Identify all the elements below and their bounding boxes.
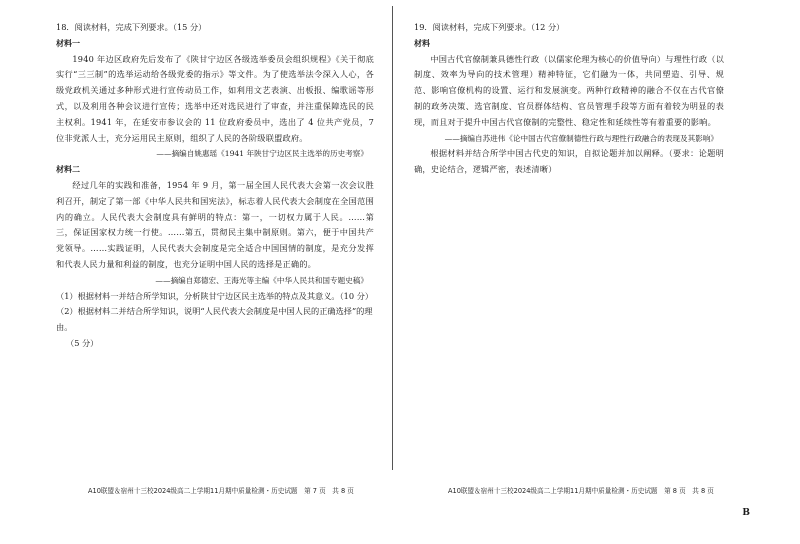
question-19-heading: 19．阅读材料，完成下列要求。（12 分） (414, 22, 565, 32)
sub-question-2: （2）根据材料二并结合所学知识，说明“人民代表大会制度是中国人民的正确选择”的理由。 (56, 306, 373, 333)
question-18-heading: 18．阅读材料，完成下列要求。（15 分） (56, 22, 207, 32)
sub-question-1: （1）根据材料一并结合所学知识，分析陕甘宁边区民主选举的特点及其意义。（10 分） (56, 290, 374, 301)
question-18 (56, 20, 374, 352)
question-19-task: 根据材料并结合所学中国古代史的知识，自拟论题并加以阐释。（要求：论题明确，史论结合，逻辑严密，表述清晰） (414, 148, 724, 175)
material-text: 中国古代官僚制兼具德性行政（以儒家伦理为核心的价值导向）与理性行政（以制度、效率为导向的技术管理）精神特征，它们融为一体，共同塑造、引导、规范、影响官僚机构的设置、运行和发展演变。两种行政精神的融合不仅在古代官僚制的政务决策、选官制度、官员群体结构、官员管理手段等方面有着较为明显的表现，而且对于提升中国古代官僚制的完整性、稳定性和延续性等有着重要的影响。 (414, 53, 724, 127)
material-source: ——摘编自苏进伟《论中国古代官僚制德性行政与理性行政融合的表现及其影响》 (444, 133, 718, 143)
material-1-text: 1940 年边区政府先后发布了《陕甘宁边区各级选举委员会组织规程》《关于彻底实行“三三制”的选举运动给各级党委的指示》等文件。为了使选举法令深入人心，各级党政机关通过多种形式进行宣传动员工作，如利用文艺表演、出板报、编歌谣等形式，以及利用各种会议进行宣传；选举中还对选民进行了审查，并注重保障选民的民主权利。1941 年，在延安市参议会的 11 位政府委员中，选出了 4 位共产党员，7 位非党派人士，充分运用民主原则，组织了人民的各阶级联盟政府。 (56, 53, 374, 143)
page-footer-left: A10联盟＆宿州十三校2024级高二上学期11月期中质量检测・历史试题 第 7 页 共 8 页 (88, 487, 354, 495)
question-19 (414, 20, 724, 178)
material-2-title: 材料二 (56, 165, 80, 175)
paper-version-mark: B (742, 508, 750, 518)
material-1-title: 材料一 (56, 38, 80, 48)
exam-page-8 (396, 0, 800, 544)
material-2-source: ——摘编自郑德宏、王海光等主编《中华人民共和国专题史稿》 (155, 275, 368, 285)
material-1-source: ——摘编自姚惠瑶《1941 年陕甘宁边区民主选举的历史考察》 (156, 149, 368, 159)
exam-page-7 (0, 0, 392, 544)
material-2-text: 经过几年的实践和准备，1954 年 9 月，第一届全国人民代表大会第一次会议胜利召开，制定了第一部《中华人民共和国宪法》，标志着人民代表大会制度在全国范围内的确立。人民代表大会制度具有鲜明的特点：第一，一切权力属于人民。……第三，保证国家权力统一行使。……第五，贯彻民主集中制原则。第六，便于中国共产党领导。……实践证明，人民代表大会制度是完全适合中国国情的制度，是充分发挥和代表人民力量和利益的制度，也充分证明中国人民的选择是正确的。 (56, 179, 374, 269)
page-divider (392, 6, 393, 470)
page-footer-right: A10联盟＆宿州十三校2024级高二上学期11月期中质量检测・历史试题 第 8 页 共 8 页 (448, 487, 714, 495)
material-title: 材料 (414, 38, 430, 48)
sub-question-2-score: （5 分） (66, 337, 99, 348)
